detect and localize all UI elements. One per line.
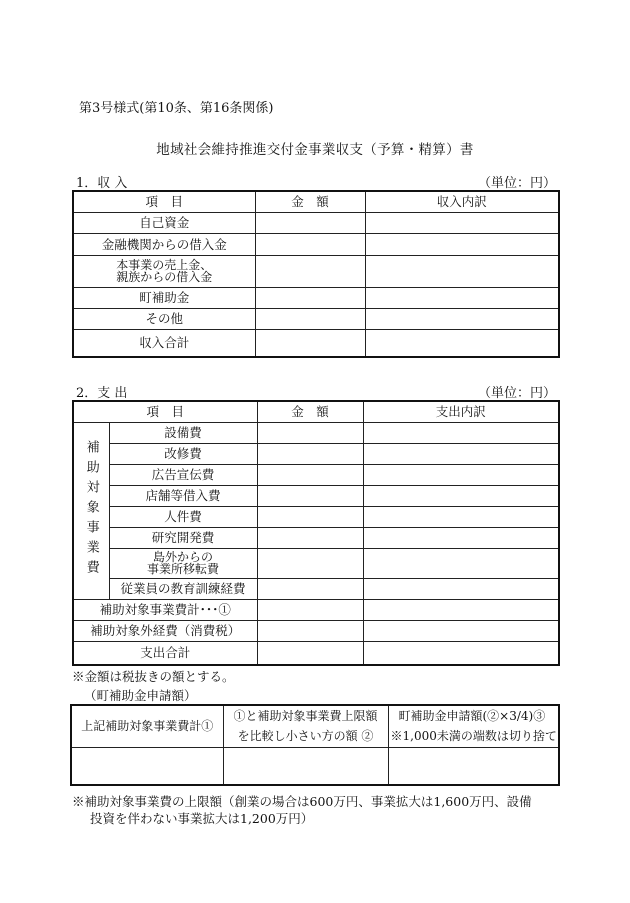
expense-item-label: 従業員の教育訓練経費: [109, 578, 257, 599]
cap-note-line2: 投資を伴わない事業拡大は1,200万円）: [90, 811, 314, 826]
tax-note: ※金額は税抜きの額とする。: [72, 669, 235, 684]
income-amount-cell[interactable]: [255, 255, 365, 287]
expense-nontarget-amount[interactable]: [257, 620, 363, 641]
expense-amount-cell[interactable]: [257, 485, 363, 506]
cap-note-line1: ※補助対象事業費の上限額（創業の場合は600万円、事業拡大は1,600万円、設備: [72, 794, 532, 809]
expense-heading: 2．支 出: [76, 386, 128, 401]
expense-detail-cell[interactable]: [363, 485, 559, 506]
expense-total-amount[interactable]: [257, 641, 363, 665]
income-amount-cell[interactable]: [255, 212, 365, 233]
expense-detail-cell[interactable]: [363, 527, 559, 548]
income-table: [72, 190, 560, 358]
expense-nontarget-label: 補助対象外経費（消費税）: [73, 620, 257, 641]
income-row-label-line2: 親族からの借入金: [116, 270, 213, 284]
expense-detail-cell[interactable]: [363, 578, 559, 599]
request-table: [70, 704, 560, 786]
income-amount-cell[interactable]: [255, 308, 365, 329]
expense-item-label: 設備費: [109, 422, 257, 443]
request-col2-line2: を比較し小さい方の額 ②: [237, 729, 374, 744]
income-row-label: [73, 255, 255, 287]
income-total-detail[interactable]: [365, 329, 559, 357]
expense-item-label: 広告宣伝費: [109, 464, 257, 485]
income-total-label: 収入合計: [73, 329, 255, 357]
request-col3-line1: 町補助金申請額(②×3/4)③: [398, 709, 546, 724]
expense-item-label: 研究開発費: [109, 527, 257, 548]
income-amount-cell[interactable]: [255, 233, 365, 255]
request-col2-line1: ①と補助対象事業費上限額: [233, 709, 378, 724]
request-col2-header: [223, 705, 388, 747]
expense-item-label: 人件費: [109, 506, 257, 527]
expense-header-item: 項 目: [73, 401, 257, 422]
income-total-amount[interactable]: [255, 329, 365, 357]
expense-nontarget-detail[interactable]: [363, 620, 559, 641]
income-row-label-line1: 本事業の売上金、: [116, 257, 213, 272]
request-col3-line2: ※1,000未満の端数は切り捨て: [390, 729, 557, 744]
request-label: （町補助金申請額）: [84, 688, 197, 703]
expense-amount-cell[interactable]: [257, 548, 363, 578]
request-col3-value[interactable]: [388, 747, 559, 785]
expense-detail-cell[interactable]: [363, 548, 559, 578]
income-detail-cell[interactable]: [365, 308, 559, 329]
expense-header-amount: 金 額: [257, 401, 363, 422]
income-unit: （単位：円）: [477, 176, 556, 191]
expense-subtotal-label: 補助対象事業費計･･･①: [73, 599, 257, 620]
document-title: 地域社会維持推進交付金事業収支（予算・精算）書: [156, 142, 474, 158]
expense-amount-cell[interactable]: [257, 578, 363, 599]
expense-detail-cell[interactable]: [363, 506, 559, 527]
expense-total-label: 支出合計: [73, 641, 257, 665]
expense-amount-cell[interactable]: [257, 422, 363, 443]
income-row-label: 町補助金: [73, 287, 255, 308]
form-number: 第3号様式(第10条、第16条関係): [79, 101, 274, 116]
request-col1-header: 上記補助対象事業費計①: [71, 705, 223, 747]
request-col3-header: [388, 705, 559, 747]
income-header-amount: 金 額: [255, 191, 365, 212]
expense-item-label-line2: 事業所移転費: [147, 562, 220, 576]
income-heading: 1．収 入: [76, 176, 128, 191]
expense-amount-cell[interactable]: [257, 464, 363, 485]
expense-item-label-line1: 島外からの: [153, 549, 214, 564]
expense-unit: （単位：円）: [477, 386, 556, 401]
expense-amount-cell[interactable]: [257, 506, 363, 527]
income-header-item: 項 目: [73, 191, 255, 212]
income-amount-cell[interactable]: [255, 287, 365, 308]
expense-detail-cell[interactable]: [363, 422, 559, 443]
income-row-label: その他: [73, 308, 255, 329]
income-detail-cell[interactable]: [365, 255, 559, 287]
expense-detail-cell[interactable]: [363, 464, 559, 485]
expense-total-detail[interactable]: [363, 641, 559, 665]
income-row-label: 自己資金: [73, 212, 255, 233]
expense-table: [72, 400, 560, 666]
expense-subtotal-amount[interactable]: [257, 599, 363, 620]
subsidy-group-label: 補助対象事業費: [73, 422, 109, 599]
expense-amount-cell[interactable]: [257, 527, 363, 548]
expense-amount-cell[interactable]: [257, 443, 363, 464]
income-row-label: 金融機関からの借入金: [73, 233, 255, 255]
expense-subtotal-detail[interactable]: [363, 599, 559, 620]
request-col1-value[interactable]: [71, 747, 223, 785]
income-detail-cell[interactable]: [365, 287, 559, 308]
request-col2-value[interactable]: [223, 747, 388, 785]
expense-item-label: 店舗等借入費: [109, 485, 257, 506]
expense-item-label: [109, 548, 257, 578]
income-detail-cell[interactable]: [365, 233, 559, 255]
expense-header-detail: 支出内訳: [363, 401, 559, 422]
income-detail-cell[interactable]: [365, 212, 559, 233]
expense-item-label: 改修費: [109, 443, 257, 464]
expense-detail-cell[interactable]: [363, 443, 559, 464]
income-header-detail: 収入内訳: [365, 191, 559, 212]
